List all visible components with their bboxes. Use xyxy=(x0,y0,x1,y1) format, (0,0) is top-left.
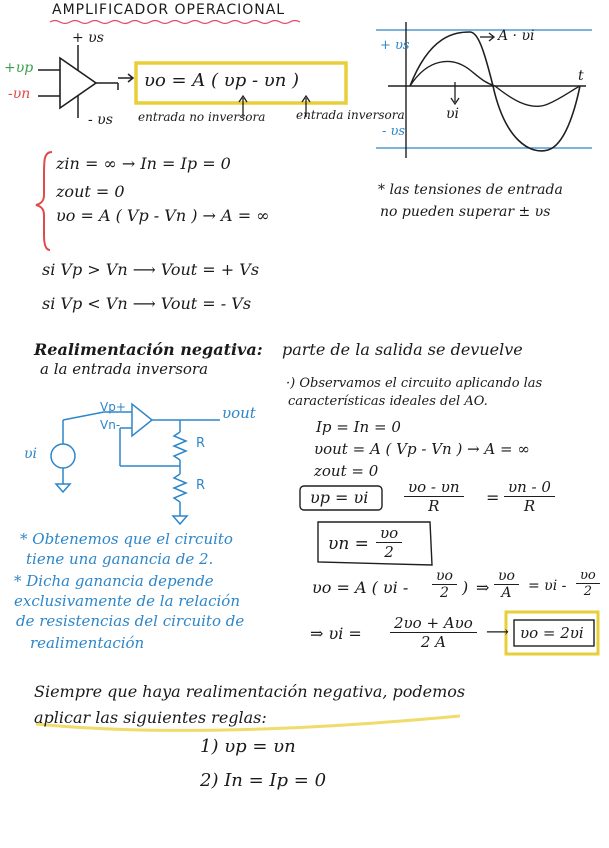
fraction-vn-0 xyxy=(504,478,555,515)
minus-vs-label: - υs xyxy=(88,112,113,128)
note-line1: * las tensiones de entrada xyxy=(378,182,563,198)
line-b2-numerator: υo xyxy=(576,568,600,584)
inverting-input-label: entrada inversora xyxy=(296,108,405,122)
circuit-vout-label: υout xyxy=(222,404,256,422)
zout-equation: zout = 0 xyxy=(56,182,125,201)
analysis-eq2: υout = A ( Vp - Vn ) → A = ∞ xyxy=(314,440,530,458)
line-a-lhs: υo = A ( υi - xyxy=(312,578,409,597)
opamp-formula: υo = A ( υp - υn ) xyxy=(144,70,300,91)
circuit-vp-label: Vp+ xyxy=(100,400,126,414)
circuit-r1-label: R xyxy=(196,436,206,451)
graph-plus-vs: + υs xyxy=(380,38,410,53)
line-a-numerator: υo xyxy=(432,568,457,585)
line-c-fraction xyxy=(390,614,477,651)
fraction-vo-vn-denominator: R xyxy=(428,497,440,515)
rules-intro1: Siempre que haya realimentación negativa, podemos xyxy=(34,682,466,701)
zin-equation: zin = ∞ → In = Ip = 0 xyxy=(56,154,231,173)
fraction-vn-0-numerator: υn - 0 xyxy=(504,478,555,497)
page-title: AMPLIFICADOR OPERACIONAL xyxy=(52,2,286,18)
line-a-close: ) xyxy=(462,578,469,597)
conclusion-line4: exclusivamente de la relación xyxy=(14,592,240,610)
noninverting-input-label: entrada no inversora xyxy=(138,110,266,124)
feedback-circuit xyxy=(51,404,220,524)
fraction-vo-2 xyxy=(376,524,402,561)
conclusion-line3: * Dicha ganancia depende xyxy=(14,572,214,590)
conclusion-line2: tiene una ganancia de 2. xyxy=(26,550,214,568)
analysis-vp-eq-vi: υp = υi xyxy=(310,488,369,507)
fraction-vn-0-denominator: R xyxy=(523,497,536,515)
vn-lhs: υn = xyxy=(328,534,369,554)
analysis-intro1: ·) Observamos el circuito aplicando las xyxy=(286,376,543,391)
plus-vs-label: + υs xyxy=(72,30,104,46)
line-c-numerator: 2υo + Aυo xyxy=(390,614,477,633)
line-b2-denominator: 2 xyxy=(583,584,592,599)
line-b-numerator: υo xyxy=(494,568,519,585)
note-line2: no pueden superar ± υs xyxy=(380,204,551,220)
line-c-arrow: ⟶ xyxy=(486,622,509,641)
line-b-fraction xyxy=(494,568,519,601)
line-c-lhs: ⇒ υi = xyxy=(310,624,362,643)
graph-minus-vs: - υs xyxy=(382,124,406,139)
circuit-vn-label: Vn- xyxy=(100,418,121,432)
vo-equation: υo = A ( Vp - Vn ) → A = ∞ xyxy=(56,206,270,225)
conclusion-line6: realimentación xyxy=(30,634,145,652)
analysis-eq1: Ip = In = 0 xyxy=(316,418,401,436)
conclusion-line1: * Obtenemos que el circuito xyxy=(20,530,233,548)
equals-sign: = xyxy=(486,488,500,507)
line-b-fraction2 xyxy=(576,568,600,599)
conclusion-line5: de resistencias del circuito de xyxy=(16,612,245,630)
graph-t-label: t xyxy=(578,68,584,84)
line-b-denominator: A xyxy=(501,585,512,601)
line-a-fraction xyxy=(432,568,457,601)
line-a-denominator: 2 xyxy=(440,585,449,601)
analysis-intro2: características ideales del AO. xyxy=(288,394,488,409)
case-vp-less: si Vp < Vn ⟶ Vout = - Vs xyxy=(42,294,252,313)
vp-label: +υp xyxy=(4,60,34,76)
graph-a-vi-label: A · υi xyxy=(498,28,535,44)
vn-label: -υn xyxy=(8,86,31,102)
circuit-vi-label: υi xyxy=(24,446,37,462)
red-brace xyxy=(36,152,52,250)
line-a-implies: ⇒ xyxy=(476,578,490,597)
graph-vi-label: υi xyxy=(446,106,459,122)
fraction-vo-vn xyxy=(404,478,464,515)
analysis-eq3: zout = 0 xyxy=(314,462,379,480)
rule-2: 2) In = Ip = 0 xyxy=(200,770,327,791)
line-c-denominator: 2 A xyxy=(420,633,446,651)
fraction-vo-vn-numerator: υo - υn xyxy=(404,478,464,497)
rules-intro2: aplicar las siguientes reglas: xyxy=(34,708,267,727)
feedback-text2: a la entrada inversora xyxy=(40,360,209,378)
feedback-text1: parte de la salida se devuelve xyxy=(282,340,523,359)
case-vp-greater: si Vp > Vn ⟶ Vout = + Vs xyxy=(42,260,260,279)
fraction-vo-2-numerator: υo xyxy=(376,524,402,543)
title-underline xyxy=(50,21,300,24)
fraction-vo-2-denominator: 2 xyxy=(384,543,394,561)
feedback-heading: Realimentación negativa: xyxy=(34,340,263,359)
result-vo-2vi: υo = 2υi xyxy=(520,624,584,642)
circuit-r2-label: R xyxy=(196,478,206,493)
line-b-mid: = υi - xyxy=(528,578,567,594)
rule-1: 1) υp = υn xyxy=(200,736,296,757)
